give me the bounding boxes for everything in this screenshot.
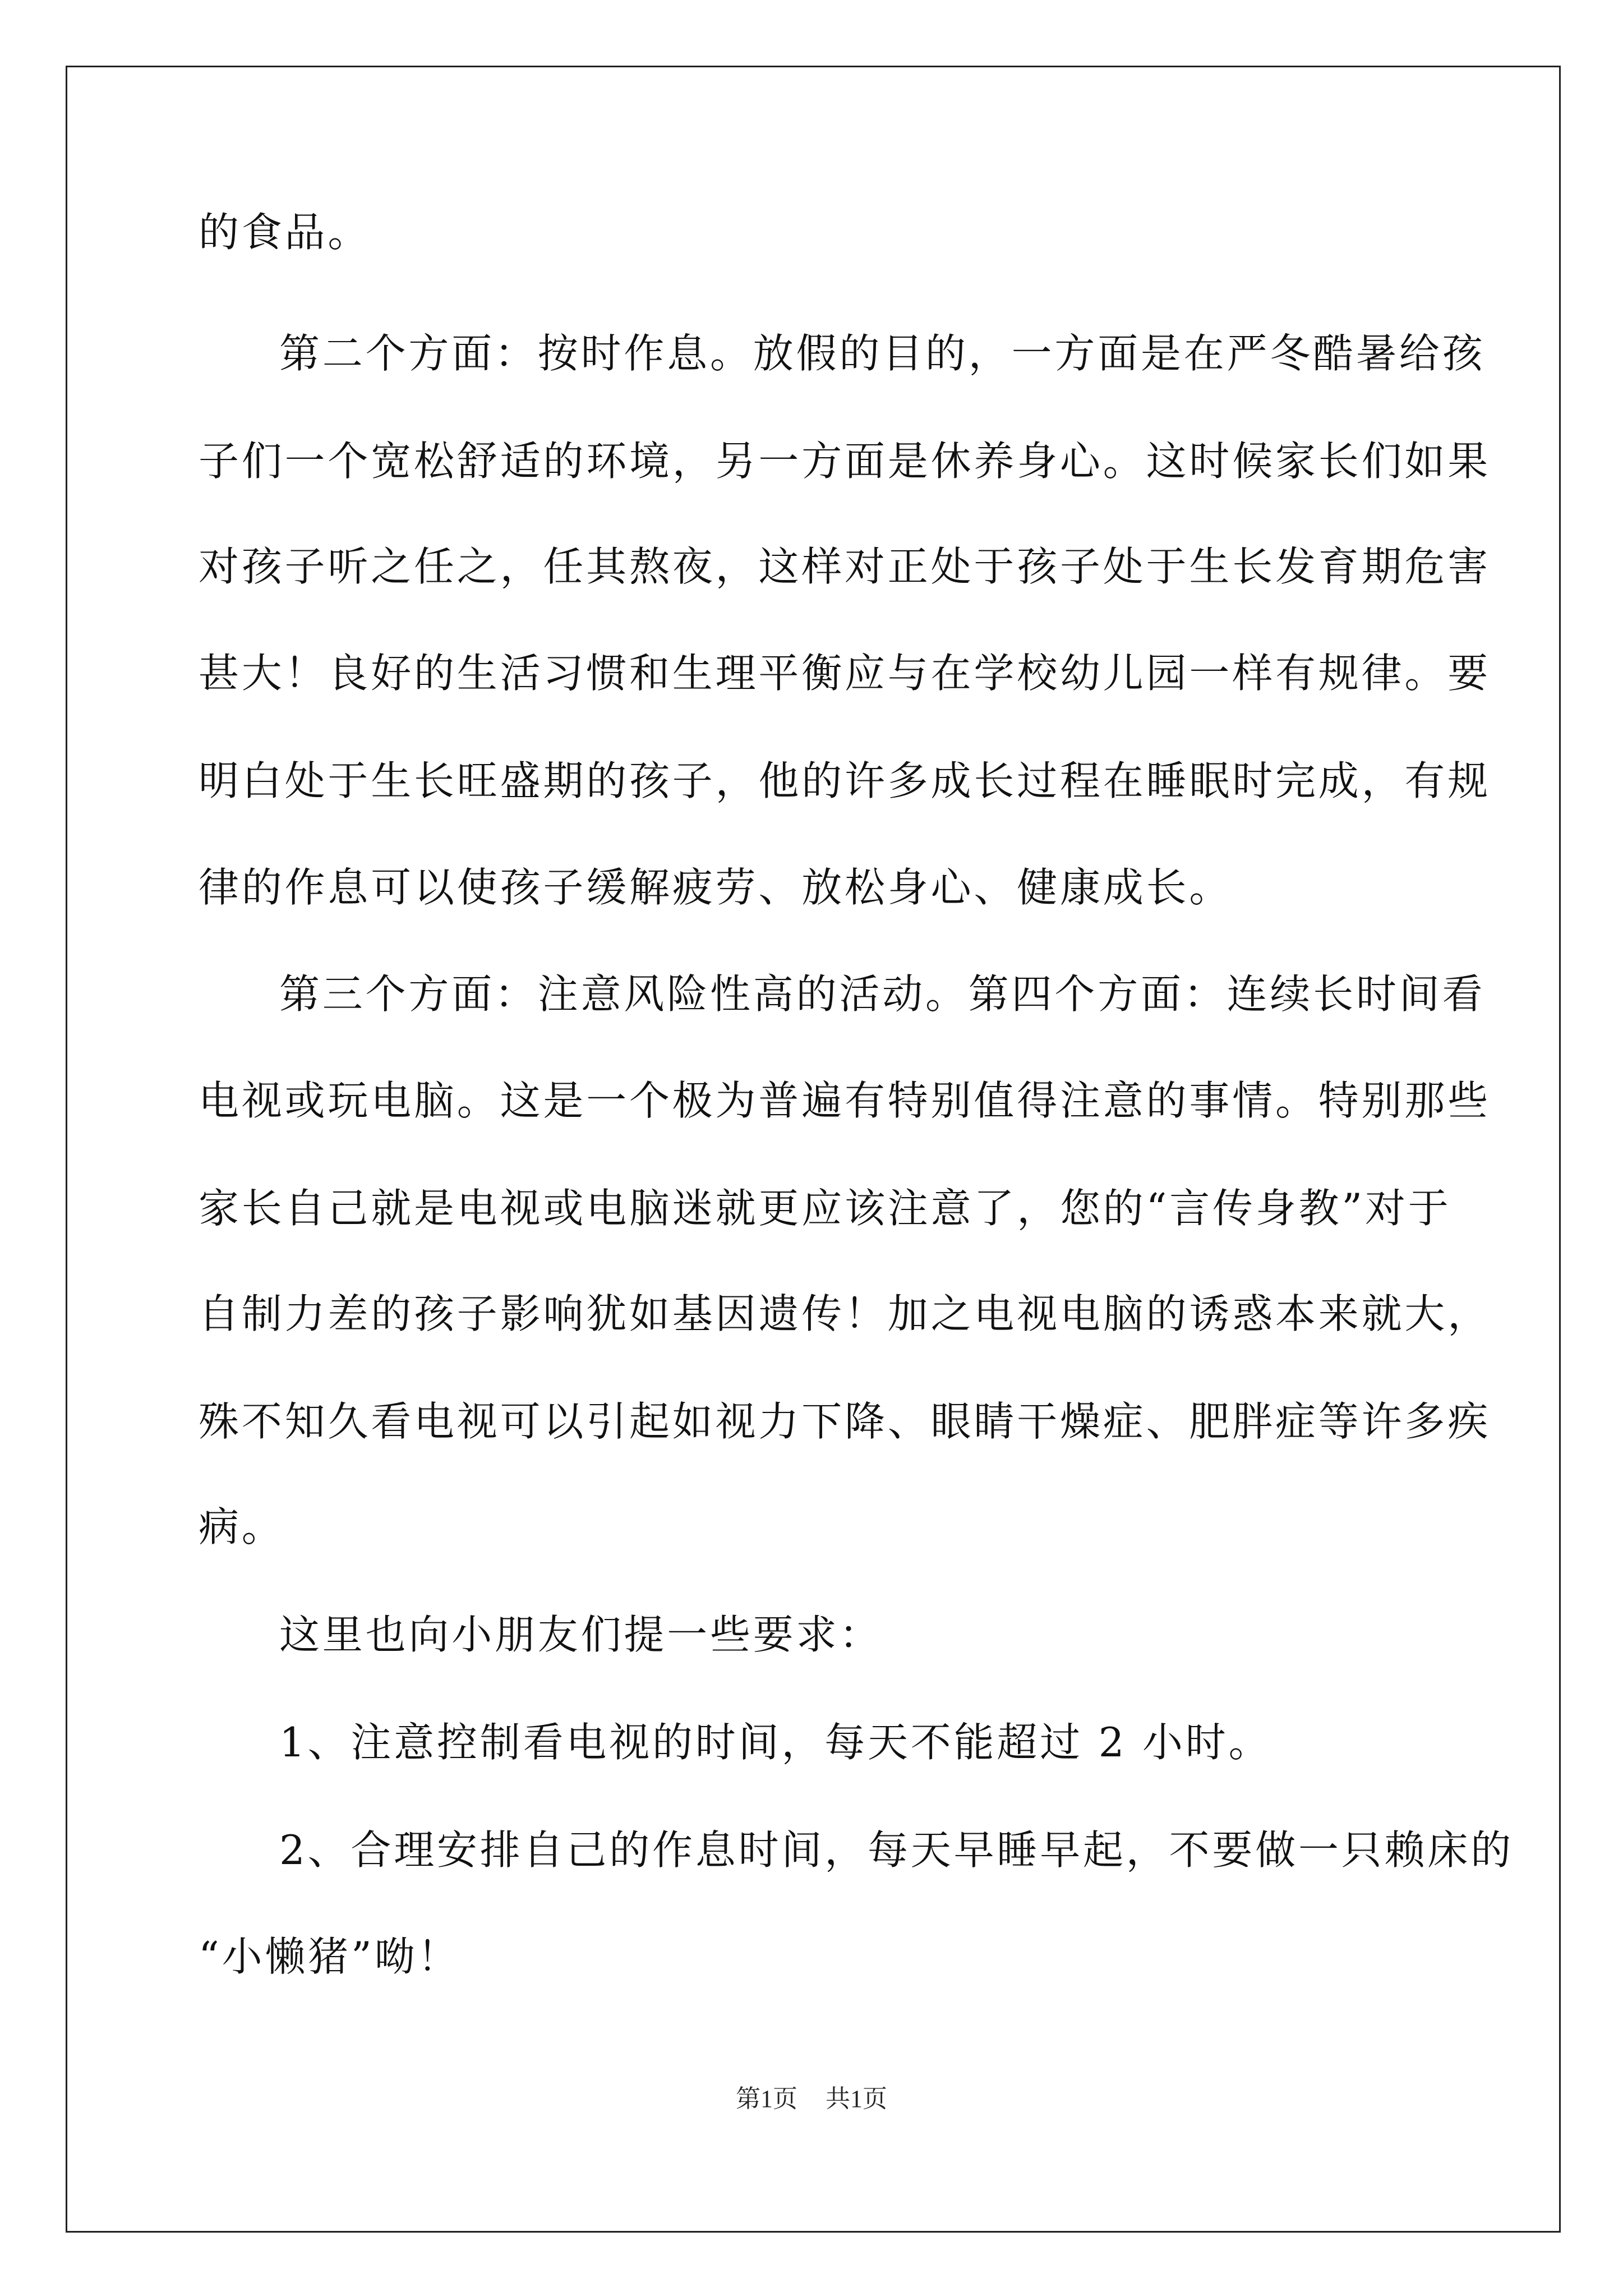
text-line: 子们一个宽松舒适的环境，另一方面是休养身心。这时候家长们如果 bbox=[199, 438, 1491, 485]
text-line: 明白处于生长旺盛期的孩子，他的许多成长过程在睡眠时完成，有规 bbox=[199, 757, 1491, 804]
text-line: 第三个方面：注意风险性高的活动。第四个方面：连续长时间看 bbox=[279, 970, 1486, 1018]
text-line: 的食品。 bbox=[199, 209, 371, 256]
page-number-current: 第1页 bbox=[736, 2085, 797, 2113]
text-line: 甚大！良好的生活习惯和生理平衡应与在学校幼儿园一样有规律。要 bbox=[199, 650, 1491, 697]
text-line: 自制力差的孩子影响犹如基因遗传！加之电视电脑的诱惑本来就大， bbox=[199, 1290, 1491, 1337]
text-line: 律的作息可以使孩子缓解疲劳、放松身心、健康成长。 bbox=[199, 864, 1233, 911]
text-line: 2、合理安排自己的作息时间，每天早睡早起，不要做一只赖床的 bbox=[279, 1826, 1514, 1874]
text-line: “小懒猪”呦！ bbox=[199, 1933, 461, 1980]
text-line: 1、注意控制看电视的时间，每天不能超过 2 小时。 bbox=[279, 1719, 1272, 1766]
page-border bbox=[66, 66, 1561, 2233]
text-line: 家长自己就是电视或电脑迷就更应该注意了，您的“言传身教”对于 bbox=[199, 1185, 1451, 1232]
text-line: 这里也向小朋友们提一些要求： bbox=[279, 1611, 883, 1658]
text-line: 病。 bbox=[199, 1503, 285, 1550]
text-line: 对孩子听之任之，任其熬夜，这样对正处于孩子处于生长发育期危害 bbox=[199, 543, 1491, 590]
text-line: 电视或玩电脑。这是一个极为普遍有特别值得注意的事情。特别那些 bbox=[199, 1077, 1491, 1124]
text-line: 第二个方面：按时作息。放假的目的，一方面是在严冬酷暑给孩 bbox=[279, 330, 1486, 377]
text-line: 殊不知久看电视可以引起如视力下降、眼睛干燥症、肥胖症等许多疾 bbox=[199, 1398, 1491, 1445]
page-footer bbox=[0, 2082, 1623, 2116]
page-number-total: 共1页 bbox=[826, 2085, 887, 2113]
